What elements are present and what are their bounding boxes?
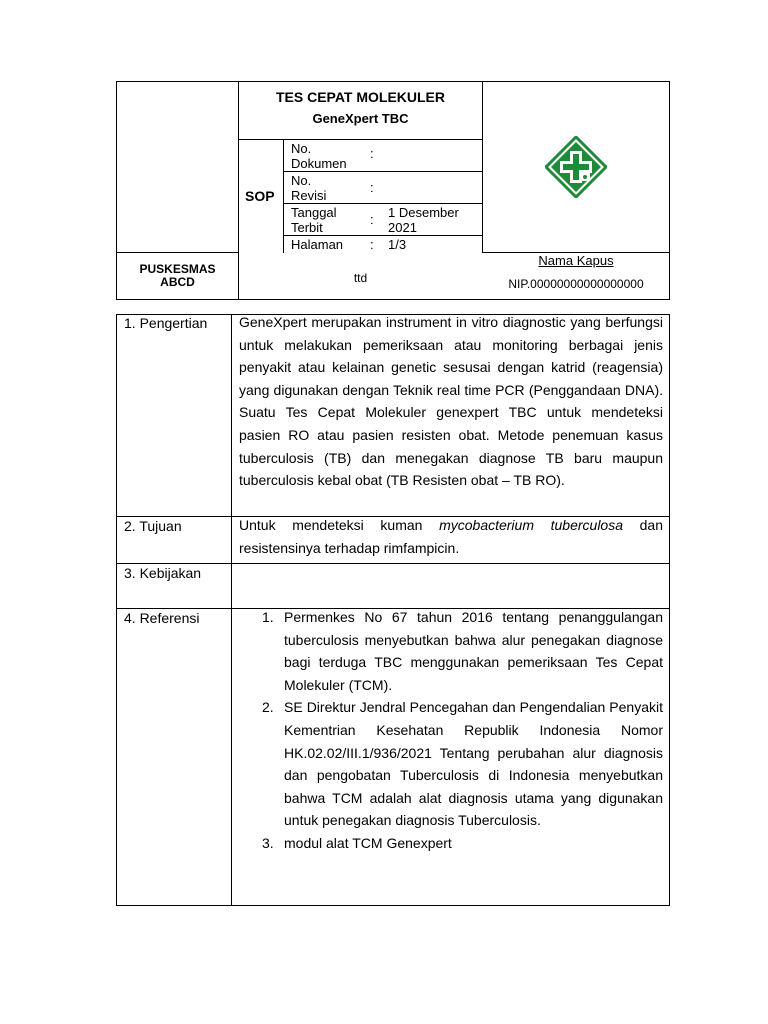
head-name: Nama Kapus [538, 253, 614, 268]
section-label-referensi: 4. Referensi [124, 610, 200, 626]
halaman-label: Halaman [291, 237, 344, 252]
head-nip: NIP.00000000000000000 [508, 277, 644, 291]
section-label-kebijakan: 3. Kebijakan [124, 565, 202, 581]
signature-text: ttd [353, 271, 368, 285]
reference-item: 1. Permenkes No 67 tahun 2016 tentang penanggulangan tuberculosis menyebutkan bahwa alur penegakan diagnose bagi terduga TBC menggunakan pemeriksaan Tes Cepat Molekuler (TCM). [262, 609, 663, 693]
sop-label: SOP [245, 188, 275, 204]
tanggal-terbit-value: 1 Desember 2021 [388, 205, 459, 235]
reference-item: 3. modul alat TCM Genexpert [262, 834, 452, 851]
section-label-tujuan: 2. Tujuan [124, 518, 182, 534]
tanggal-terbit-label: Tanggal Terbit [291, 205, 337, 235]
document-title: TES CEPAT MOLEKULER [275, 89, 446, 105]
puskesmas-logo-icon [545, 136, 607, 198]
section-text-pengertian: GeneXpert merupakan instrument in vitro diagnostic yang berfungsi untuk melakukan pemeriksaan atau monitoring berbagai jenis penyakit atau kelainan genetic sesusai dengan katrid (reagensia) yang digunakan dengan Teknik real time PCR (Penggandaan DNA). Suatu Tes Cepat Molekuler genexpert TBC untuk mendeteksi pasien RO atau pasien resisten obat. Metode penemuan kasus tuberculosis (TB) dan menegakan diagnose TB baru maupun tuberculosis kebal obat (TB Resisten obat – TB RO). [239, 314, 663, 489]
organization-name: PUSKESMAS ABCD [139, 262, 216, 289]
section-label-pengertian: 1. Pengertian [124, 315, 208, 331]
document-subtitle: GeneXpert TBC [312, 111, 409, 126]
no-revisi-colon: : [370, 180, 374, 195]
no-dokumen-colon: : [370, 146, 374, 161]
halaman-colon: : [370, 237, 374, 252]
tanggal-terbit-colon: : [370, 212, 374, 227]
reference-item: 2. SE Direktur Jendral Pencegahan dan Pengendalian Penyakit Kementrian Kesehatan Republik Indonesia Nomor HK.02.02/III.1/936/2021 Tentang perubahan alur diagnosis dan pengobatan Tuberculosis di Indonesia menyebutkan bahwa TCM adalah alat diagnosis utama yang digunakan untuk penegakan diagnosis Tuberculosis. [262, 699, 663, 829]
halaman-value: 1/3 [388, 237, 407, 252]
reference-list [239, 606, 663, 855]
section-text-tujuan: Untuk mendeteksi kuman mycobacterium tuberculosa dan resistensinya terhadap rimfampicin. [239, 517, 664, 556]
no-dokumen-label: No. Dokumen [291, 141, 347, 171]
no-revisi-label: No. Revisi [291, 173, 327, 203]
